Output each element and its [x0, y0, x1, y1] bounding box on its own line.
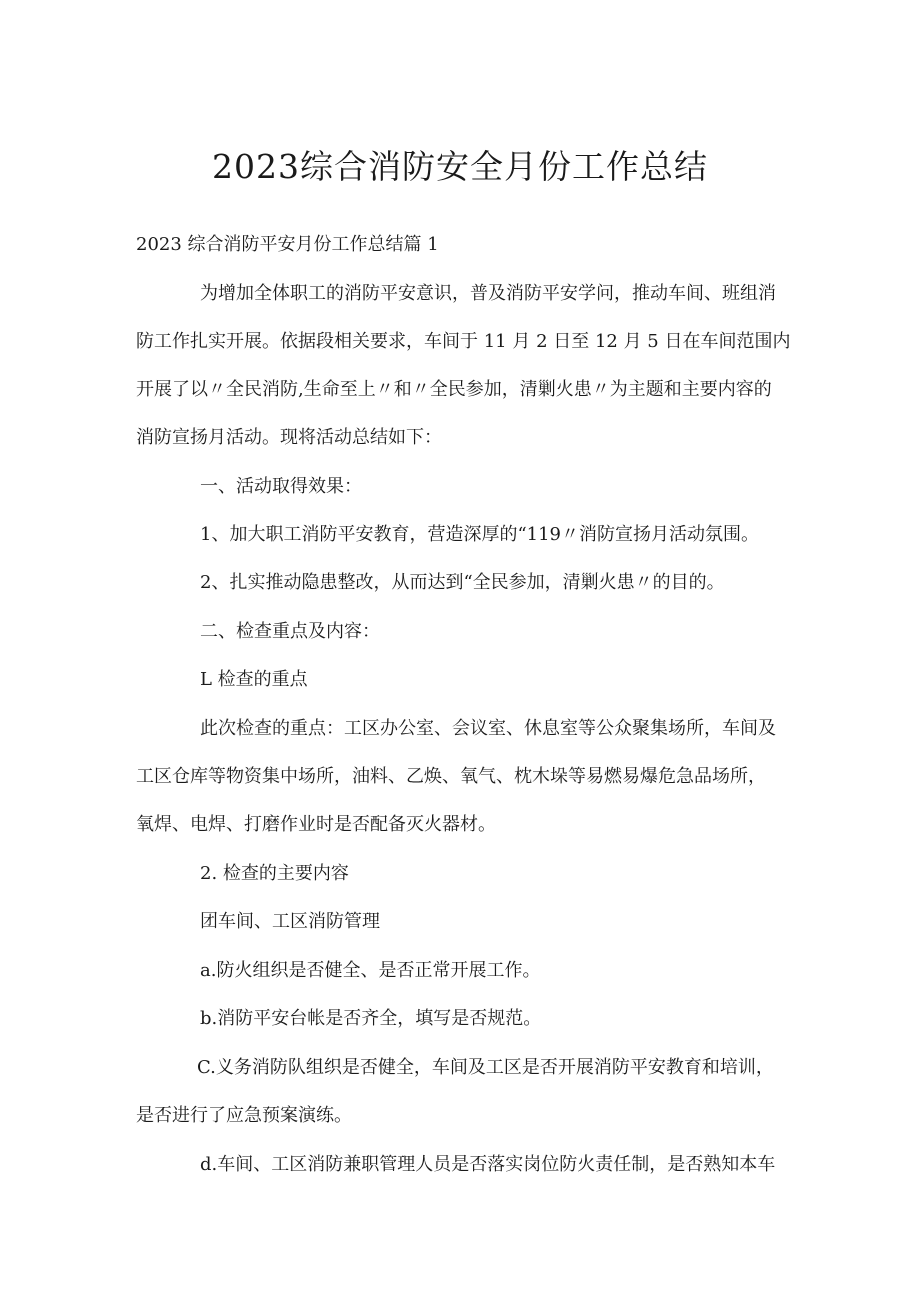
- list-item: 2、扎实推动隐患整改，从而达到“全民参加，清剿火患〃的目的。: [200, 572, 725, 593]
- list-item: d.车间、工区消防兼职管理人员是否落实岗位防火责任制，是否熟知本车: [200, 1154, 776, 1175]
- paragraph-line: 氧焊、电焊、打磨作业时是否配备灭火器材。: [136, 814, 496, 835]
- list-item: C.义务消防队组织是否健全，车间及工区是否开展消防平安教育和培训，: [197, 1057, 774, 1078]
- list-heading: 一、活动取得效果：: [200, 476, 362, 497]
- paragraph-line: 消防宣扬月活动。现将活动总结如下：: [136, 427, 442, 448]
- list-heading: 二、检查重点及内容：: [200, 621, 380, 642]
- paragraph-line: 开展了以〃全民消防,生命至上〃和〃全民参加，清剿火患〃为主题和主要内容的: [136, 379, 772, 400]
- list-item: a.防火组织是否健全、是否正常开展工作。: [200, 960, 541, 981]
- paragraph-line: 此次检查的重点：工区办公室、会议室、休息室等公众聚集场所，车间及: [200, 718, 776, 739]
- subsection-heading: L 检查的重点: [200, 669, 308, 690]
- paragraph-line: 防工作扎实开展。依据段相关要求，车间于 11 月 2 日至 12 月 5 日在车间范围内: [136, 331, 791, 352]
- list-item: b.消防平安台帐是否齐全，填写是否规范。: [200, 1008, 542, 1029]
- subsection-heading: 团车间、工区消防管理: [200, 911, 380, 932]
- paragraph-line: 工区仓库等物资集中场所，油料、乙焕、氧气、枕木垛等易燃易爆危急品场所，: [136, 766, 766, 787]
- list-item: 1、加大职工消防平安教育，营造深厚的“119〃消防宣扬月活动氛围。: [200, 524, 760, 545]
- section-heading: 2023 综合消防平安月份工作总结篇 1: [136, 234, 439, 255]
- paragraph-line: 为增加全体职工的消防平安意识，普及消防平安学问，推动车间、班组消: [200, 283, 776, 304]
- paragraph-line: 是否进行了应急预案演练。: [136, 1105, 352, 1126]
- document-title: 2023综合消防安全月份工作总结: [212, 147, 708, 186]
- subsection-heading: 2. 检查的主要内容: [200, 863, 349, 884]
